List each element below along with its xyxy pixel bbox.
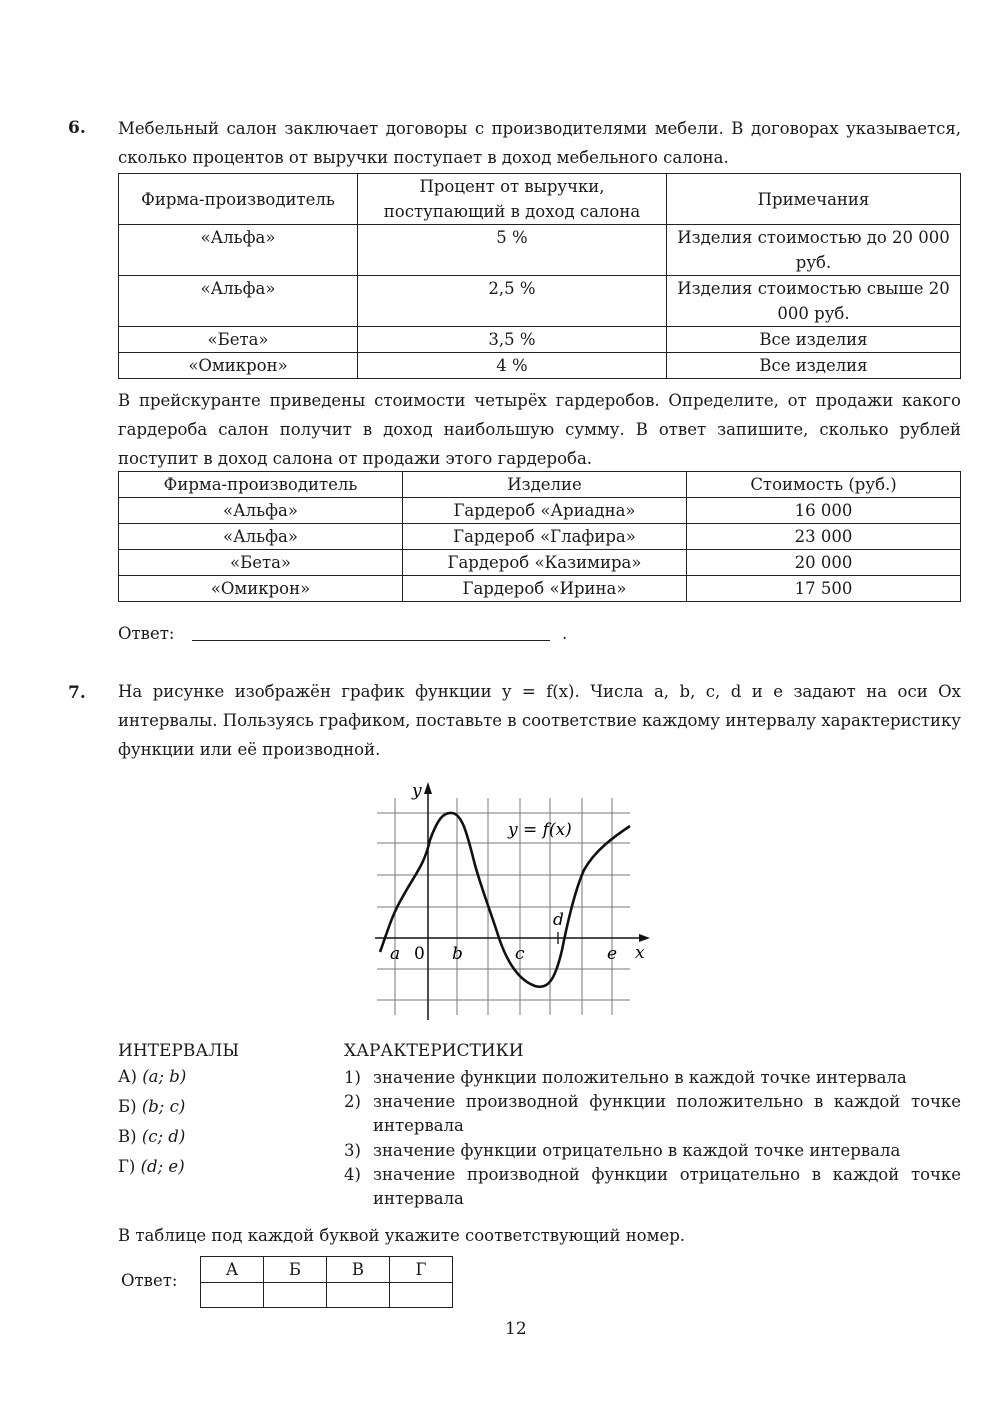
cell: 5 % xyxy=(358,225,667,276)
header: Фирма-производитель xyxy=(119,472,403,498)
characteristics-title: ХАРАКТЕРИСТИКИ xyxy=(344,1041,524,1061)
header: Изделие xyxy=(403,472,687,498)
price-table xyxy=(118,471,961,602)
task-7-intro: На рисунке изображён график функции y = f(x). Числа a, b, c, d и e задают на оси Ox интервалы. Пользуясь графиком, поставьте в соответствие каждому интервалу характеристику функции или её производной. xyxy=(118,682,961,759)
task-6-number: 6. xyxy=(68,118,86,138)
answer-period: . xyxy=(562,624,568,643)
header: Процент от выручки, поступающий в доход салона xyxy=(358,174,667,225)
x-axis-arrow xyxy=(639,934,650,942)
cell: «Омикрон» xyxy=(119,576,403,602)
cell: 17 500 xyxy=(687,576,961,602)
interval-b: Б) (b; c) xyxy=(118,1097,186,1116)
characteristic-1: 1) значение функции положительно в каждой точке интервала xyxy=(344,1068,907,1087)
answer-cell[interactable] xyxy=(327,1283,390,1308)
point-c: c xyxy=(515,944,525,964)
cell: 4 % xyxy=(358,353,667,379)
header: Фирма-производитель xyxy=(119,174,358,225)
answer-line-6[interactable] xyxy=(192,640,550,641)
interval-v: В) (c; d) xyxy=(118,1127,186,1146)
cell: «Альфа» xyxy=(119,276,358,327)
cell: Все изделия xyxy=(667,353,961,379)
cell: Гардероб «Глафира» xyxy=(403,524,687,550)
point-e: e xyxy=(607,944,618,964)
function-label: y = f(x) xyxy=(508,820,572,840)
characteristic-4: 4) значение производной функции отрицательно в каждой точке интервала xyxy=(344,1165,961,1208)
task-7-instruction: В таблице под каждой буквой укажите соответствующий номер. xyxy=(118,1226,686,1245)
col-header: Г xyxy=(390,1257,453,1283)
cell: 16 000 xyxy=(687,498,961,524)
col-header: В xyxy=(327,1257,390,1283)
cell: «Бета» xyxy=(119,327,358,353)
characteristic-2: 2) значение производной функции положительно в каждой точке интервала xyxy=(344,1092,961,1135)
page-number: 12 xyxy=(505,1319,527,1339)
cell: Изделия стоимостью до 20 000 руб. xyxy=(667,225,961,276)
x-label: x xyxy=(635,943,645,963)
answer-label-6: Ответ: xyxy=(118,624,175,643)
zero-label: 0 xyxy=(414,944,425,964)
task-7-number: 7. xyxy=(68,683,86,703)
cell: «Альфа» xyxy=(119,524,403,550)
header: Стоимость (руб.) xyxy=(687,472,961,498)
point-b: b xyxy=(452,944,463,964)
answer-table-7 xyxy=(200,1256,453,1308)
point-a: a xyxy=(390,944,401,964)
col-header: А xyxy=(201,1257,264,1283)
col-header: Б xyxy=(264,1257,327,1283)
y-axis-arrow xyxy=(424,782,432,794)
task-6-question: В прейскуранте приведены стоимости четырёх гардеробов. Определите, от продажи какого гардероба салон получит в доход наибольшую сумму. В ответ запишите, сколько рублей поступит в доход салона от продажи этого гардероба. xyxy=(118,391,961,468)
intervals-title: ИНТЕРВАЛЫ xyxy=(118,1041,240,1061)
cell: Изделия стоимостью свыше 20 000 руб. xyxy=(667,276,961,327)
cell: «Альфа» xyxy=(119,498,403,524)
cell: Гардероб «Казимира» xyxy=(403,550,687,576)
cell: Все изделия xyxy=(667,327,961,353)
grid xyxy=(377,798,630,1015)
interval-a: А) (a; b) xyxy=(118,1067,187,1086)
commission-table xyxy=(118,173,961,379)
answer-label-7: Ответ: xyxy=(121,1271,178,1290)
cell: «Омикрон» xyxy=(119,353,358,379)
task-6-intro: Мебельный салон заключает договоры с производителями мебели. В договорах указывается, сколько процентов от выручки поступает в доход мебельного салона. xyxy=(118,119,961,167)
cell: 3,5 % xyxy=(358,327,667,353)
cell: Гардероб «Ариадна» xyxy=(403,498,687,524)
answer-cell[interactable] xyxy=(201,1283,264,1308)
cell: 20 000 xyxy=(687,550,961,576)
cell: «Альфа» xyxy=(119,225,358,276)
answer-cell[interactable] xyxy=(390,1283,453,1308)
cell: «Бета» xyxy=(119,550,403,576)
y-label: y xyxy=(412,781,422,801)
cell: 23 000 xyxy=(687,524,961,550)
point-d: d xyxy=(553,910,564,930)
interval-g: Г) (d; e) xyxy=(118,1157,185,1176)
characteristic-3: 3) значение функции отрицательно в каждой точке интервала xyxy=(344,1141,901,1160)
answer-cell[interactable] xyxy=(264,1283,327,1308)
header: Примечания xyxy=(667,174,961,225)
cell: Гардероб «Ирина» xyxy=(403,576,687,602)
cell: 2,5 % xyxy=(358,276,667,327)
function-graph xyxy=(360,770,660,1024)
